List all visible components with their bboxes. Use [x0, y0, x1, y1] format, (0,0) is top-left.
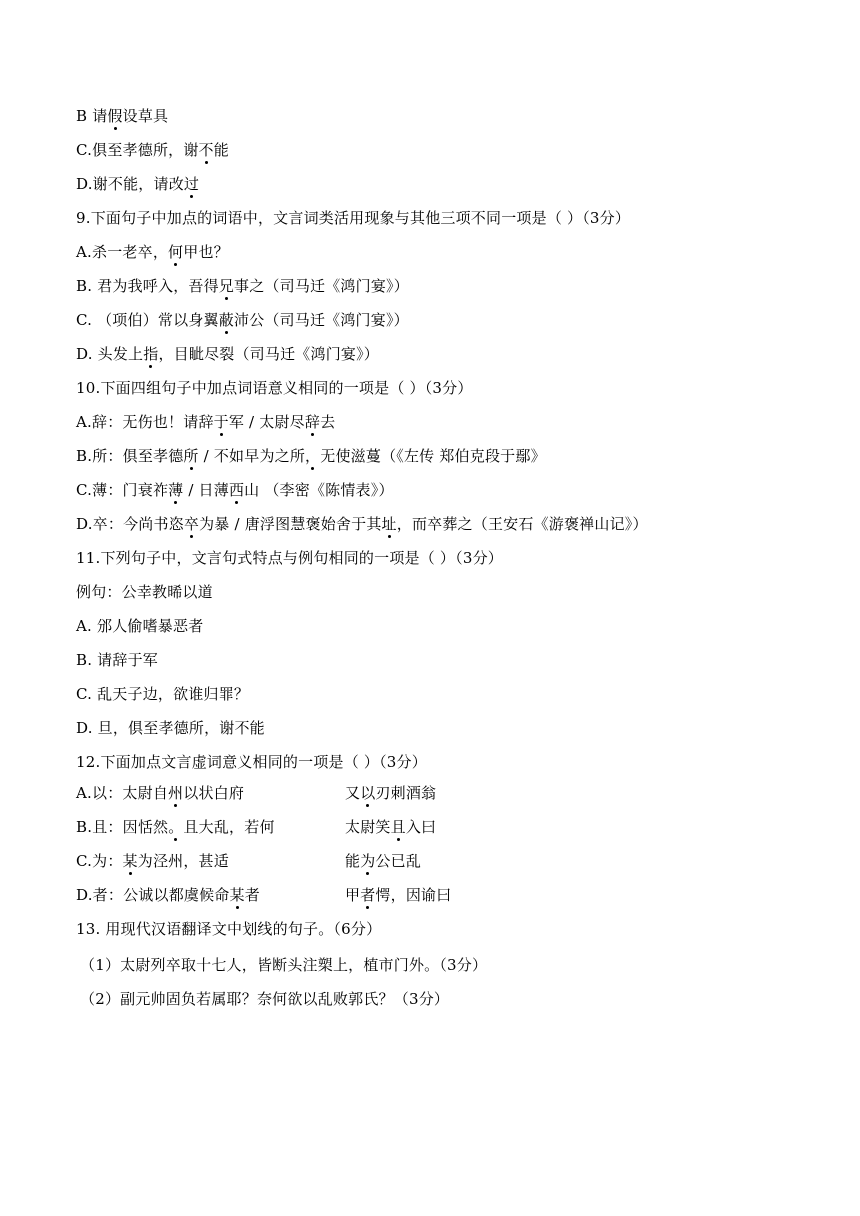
option-pair-row — [76, 885, 776, 905]
option-pair-right: 太尉笑且入曰 — [345, 818, 437, 836]
option-pair-right: 能为公已乱 — [345, 852, 422, 870]
question-13: 13. 用现代汉语翻译文中划线的句子。（6分） — [76, 920, 382, 938]
text-line: A. 邠人偷嗜暴恶者 — [76, 617, 204, 635]
option-pair-left: A.以：太尉自州以状白府 — [76, 784, 245, 802]
text-line: 9.下面句子中加点的词语中，文言词类活用现象与其他三项不同一项是（ ）（3分） — [76, 209, 631, 227]
option-pair-right: 甲者愕，因谕曰 — [345, 886, 452, 904]
text-line: D. 旦，俱至孝德所，谢不能 — [76, 719, 265, 737]
option-pair-left: B.且：因恬然。且大乱，若何 — [76, 818, 275, 836]
text-line: B. 请辞于军 — [76, 651, 158, 669]
text-line: 12.下面加点文言虚词意义相同的一项是（ ）（3分） — [76, 753, 427, 771]
text-line: A.辞：无伤也！请辞于军 / 太尉尽辞去 — [76, 413, 336, 431]
text-line: D.卒：今尚书恣卒为暴 / 唐浮图慧褒始舍于其址，而卒葬之（王安石《游褒禅山记》） — [76, 515, 648, 533]
text-line: B. 君为我呼入，吾得兄事之（司马迁《鸿门宴》） — [76, 277, 409, 295]
text-line: D. 头发上指，目眦尽裂（司马迁《鸿门宴》） — [76, 345, 379, 363]
option-pair-left: C.为：某为泾州，甚适 — [76, 852, 229, 870]
option-pair-left: D.者：公诚以都虞候命某者 — [76, 886, 260, 904]
option-pair-row — [76, 783, 776, 803]
option-pair-row — [76, 851, 776, 871]
sub-item-1: （1）太尉列卒取十七人，皆断头注槊上，植市门外。（3分） — [80, 956, 488, 974]
option-pair-right: 又以刃刺酒翁 — [345, 784, 437, 802]
text-line: A.杀一老卒，何甲也？ — [76, 243, 229, 261]
text-line: C. （项伯）常以身翼蔽沛公（司马迁《鸿门宴》） — [76, 311, 409, 329]
text-line: C. 乱天子边，欲谁归罪？ — [76, 685, 250, 703]
text-line: B.所：俱至孝德所 / 不如早为之所，无使滋蔓（《左传 郑伯克段于鄢》 — [76, 447, 546, 465]
text-line: 例句：公幸教晞以道 — [76, 583, 213, 601]
option-pair-row — [76, 817, 776, 837]
text-line: B 请假设草具 — [76, 107, 169, 125]
text-line: C.薄：门衰祚薄 / 日薄西山 （李密《陈情表》） — [76, 481, 394, 499]
sub-item-2: （2）副元帅固负若属耶？奈何欲以乱败郭氏？（3分） — [80, 990, 450, 1008]
text-line: 10.下面四组句子中加点词语意义相同的一项是（ ）（3分） — [76, 379, 473, 397]
text-line: 11.下列句子中，文言句式特点与例句相同的一项是（ ）（3分） — [76, 549, 503, 567]
text-line: D.谢不能，请改过 — [76, 175, 200, 193]
text-line: C.俱至孝德所，谢不能 — [76, 141, 229, 159]
